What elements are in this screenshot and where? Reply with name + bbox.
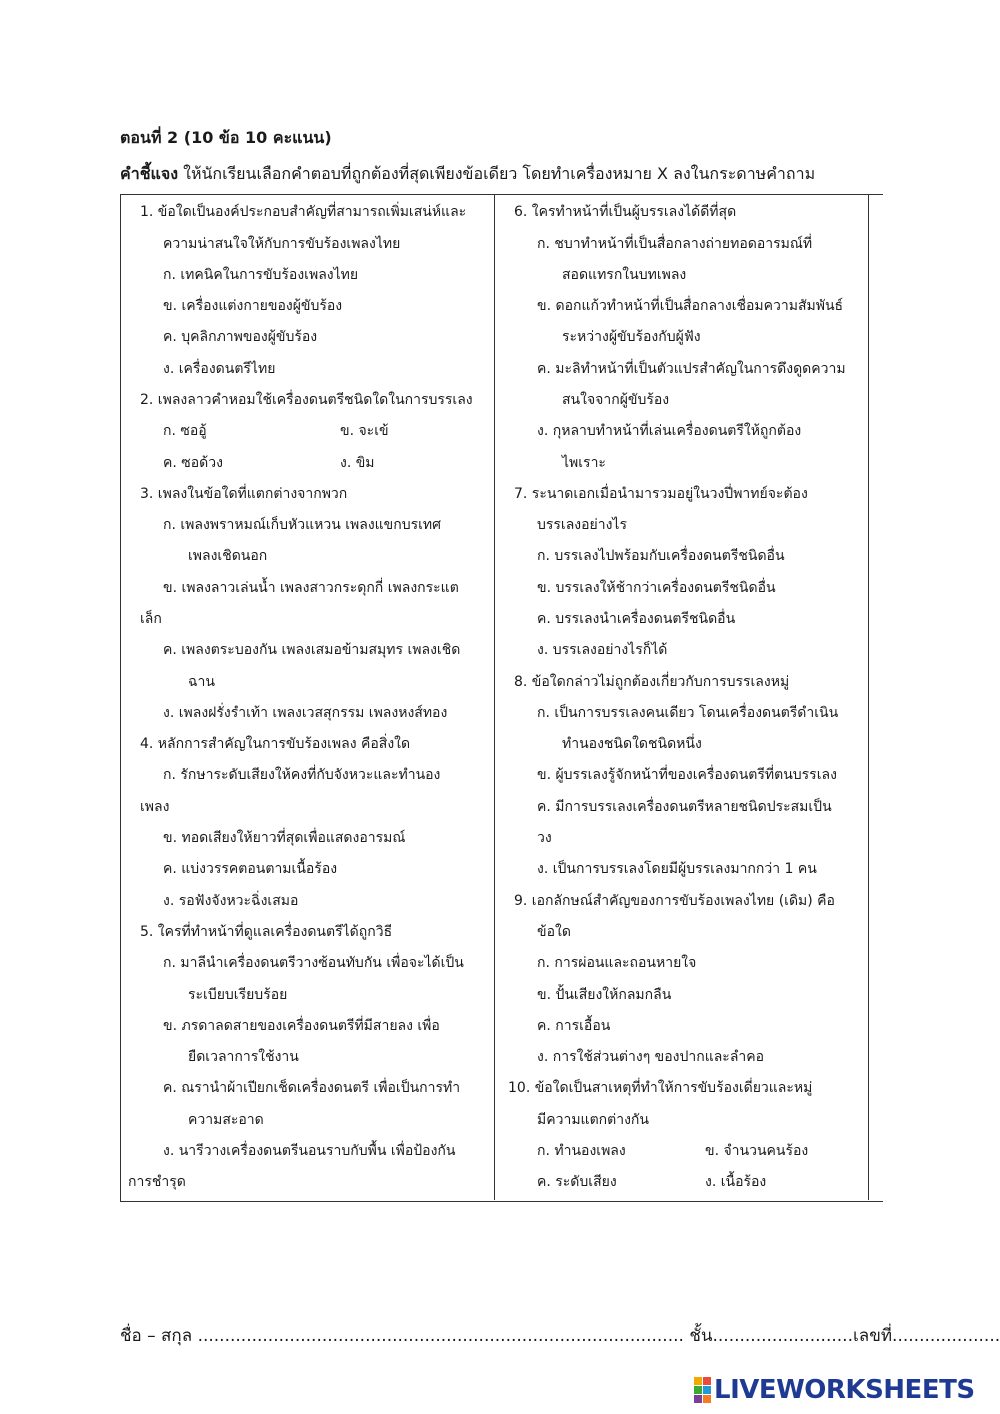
choice-option[interactable]: ก. การผ่อนและถอนหายใจ xyxy=(537,955,697,971)
choice-option[interactable]: ง. นารีวางเครื่องดนตรีนอนราบกับพื้น เพื่อป้องกัน xyxy=(163,1143,456,1159)
choice-option[interactable]: ง. กุหลาบทำหน้าที่เล่นเครื่องดนตรีให้ถูกต้อง xyxy=(537,423,802,439)
instruction-label: คำชี้แจง xyxy=(120,164,179,183)
choice-option[interactable]: ข. ปั้นเสียงให้กลมกลืน xyxy=(537,987,672,1003)
choice-option[interactable]: ข. จะเข้ xyxy=(340,423,389,439)
question-1: 1. ข้อใดเป็นองค์ประกอบสำคัญที่สามารถเพิ่มเสน่ห์และ xyxy=(140,204,467,220)
question-10: 10. ข้อใดเป็นสาเหตุที่ทำให้การขับร้องเดี่ยวและหมู่ xyxy=(508,1080,813,1096)
choice-option[interactable]: ค. ณรานำผ้าเปียกเช็ดเครื่องดนตรี เพื่อเป็นการทำ xyxy=(163,1080,461,1096)
liveworksheets-logo xyxy=(694,1374,975,1406)
name-field[interactable]: .......................................................................................... xyxy=(197,1326,684,1346)
choice-option[interactable]: ค. มะลิทำหน้าที่เป็นตัวแปรสำคัญในการดึงดูดความ xyxy=(537,361,846,377)
question-2: 2. เพลงลาวคำหอมใช้เครื่องดนตรีชนิดใดในการบรรเลง xyxy=(140,392,473,408)
question-7: 7. ระนาดเอกเมื่อนำมารวมอยู่ในวงปี่พาทย์จะต้อง xyxy=(514,486,808,502)
instruction-text: ให้นักเรียนเลือกคำตอบที่ถูกต้องที่สุดเพียงข้อเดียว โดยทำเครื่องหมาย X ลงในกระดาษคำถาม xyxy=(178,164,816,183)
choice-option[interactable]: ง. เนื้อร้อง xyxy=(705,1174,767,1190)
choice-option[interactable]: ง. เป็นการบรรเลงโดยมีผู้บรรเลงมากกว่า 1 คน xyxy=(537,861,817,877)
choice-option[interactable]: ข. ทอดเสียงให้ยาวที่สุดเพื่อแสดงอารมณ์ xyxy=(163,830,406,846)
choice-option[interactable]: ข. ผู้บรรเลงรู้จักหน้าที่ของเครื่องดนตรีที่ตนบรรเลง xyxy=(537,767,837,783)
choice-option[interactable]: ก. เป็นการบรรเลงคนเดียว โดนเครื่องดนตรีดำเนิน xyxy=(537,705,839,721)
choice-option[interactable]: ค. เพลงตระบองกัน เพลงเสมอข้ามสมุทร เพลงเชิด xyxy=(163,642,461,658)
question-9: 9. เอกลักษณ์สำคัญของการขับร้องเพลงไทย (เดิม) คือ xyxy=(514,893,835,909)
student-info-line xyxy=(120,1322,1000,1349)
question-5: 5. ใครที่ทำหน้าที่ดูแลเครื่องดนตรีได้ถูกวิธี xyxy=(140,924,393,940)
choice-option[interactable]: ง. ขิม xyxy=(340,455,375,471)
question-text-line: ข้อใด xyxy=(537,924,571,940)
class-label: ชั้น xyxy=(689,1326,713,1346)
choice-continuation: การชำรุด xyxy=(128,1174,186,1190)
choice-continuation: สอดแทรกในบทเพลง xyxy=(562,267,687,283)
column-divider xyxy=(494,194,495,1200)
choice-continuation: ความสะอาด xyxy=(188,1112,264,1128)
number-field[interactable]: .................... xyxy=(892,1326,1000,1346)
choice-option[interactable]: ง. เพลงฝรั่งรำเท้า เพลงเวสสุกรรม เพลงหงส์ทอง xyxy=(163,705,448,721)
question-6: 6. ใครทำหน้าที่เป็นผู้บรรเลงได้ดีที่สุด xyxy=(514,204,737,220)
choice-continuation: ยืดเวลาการใช้งาน xyxy=(188,1049,299,1065)
choice-continuation: ฉาน xyxy=(188,674,215,690)
choice-option[interactable]: ก. มาลีนำเครื่องดนตรีวางซ้อนทับกัน เพื่อจะได้เป็น xyxy=(163,955,464,971)
choice-option[interactable]: ข. ภรดาลดสายของเครื่องดนตรีที่มีสายลง เพื่อ xyxy=(163,1018,440,1034)
choice-option[interactable]: ข. จำนวนคนร้อง xyxy=(705,1143,809,1159)
right-border xyxy=(868,194,869,1200)
logo-text: LIVEWORKSHEETS xyxy=(714,1375,975,1405)
choice-option[interactable]: ก. บรรเลงไปพร้อมกับเครื่องดนตรีชนิดอื่น xyxy=(537,548,785,564)
number-label: เลขที่ xyxy=(852,1326,893,1346)
choice-option[interactable]: ก. รักษาระดับเสียงให้คงที่กับจังหวะและทำนอง xyxy=(163,767,441,783)
choice-continuation: เล็ก xyxy=(140,611,162,627)
choice-continuation: ระหว่างผู้ขับร้องกับผู้ฟัง xyxy=(562,329,701,345)
choice-option[interactable]: ค. ซอด้วง xyxy=(163,455,223,471)
question-8: 8. ข้อใดกล่าวไม่ถูกต้องเกี่ยวกับการบรรเลงหมู่ xyxy=(514,674,790,690)
choice-option[interactable]: ค. มีการบรรเลงเครื่องดนตรีหลายชนิดประสมเป็น xyxy=(537,799,832,815)
section-heading: ตอนที่ 2 (10 ข้อ 10 คะแนน) xyxy=(120,128,332,147)
question-text-line: มีความแตกต่างกัน xyxy=(537,1112,649,1128)
choice-continuation: ทำนองชนิดใดชนิดหนึ่ง xyxy=(562,736,702,752)
logo-blocks-icon xyxy=(694,1377,710,1403)
choice-option[interactable]: ก. ทำนองเพลง xyxy=(537,1143,626,1159)
name-label: ชื่อ – สกุล xyxy=(120,1326,193,1346)
choice-option[interactable]: ข. เครื่องแต่งกายของผู้ขับร้อง xyxy=(163,298,343,314)
choice-option[interactable]: ค. แบ่งวรรคตอนตามเนื้อร้อง xyxy=(163,861,338,877)
choice-option[interactable]: ง. การใช้ส่วนต่างๆ ของปากและลำคอ xyxy=(537,1049,765,1065)
choice-continuation: สนใจจากผู้ขับร้อง xyxy=(562,392,670,408)
choice-option[interactable]: ข. บรรเลงให้ช้ากว่าเครื่องดนตรีชนิดอื่น xyxy=(537,580,776,596)
instruction-line xyxy=(120,162,815,187)
choice-option[interactable]: ง. รอฟังจังหวะฉิ่งเสมอ xyxy=(163,893,299,909)
choice-option[interactable]: ข. ดอกแก้วทำหน้าที่เป็นสื่อกลางเชื่อมความสัมพันธ์ xyxy=(537,298,844,314)
choice-option[interactable]: ค. ระดับเสียง xyxy=(537,1174,617,1190)
choice-option[interactable]: ง. เครื่องดนตรีไทย xyxy=(163,361,276,377)
choice-option[interactable]: ก. ชบาทำหน้าที่เป็นสื่อกลางถ่ายทอดอารมณ์ที่ xyxy=(537,236,813,252)
choice-option[interactable]: ค. การเอื้อน xyxy=(537,1018,611,1034)
choice-option[interactable]: ค. บรรเลงนำเครื่องดนตรีชนิดอื่น xyxy=(537,611,736,627)
class-field[interactable]: .......................... xyxy=(712,1326,853,1346)
question-text-line: ความน่าสนใจให้กับการขับร้องเพลงไทย xyxy=(163,236,401,252)
choice-option[interactable]: ค. บุคลิกภาพของผู้ขับร้อง xyxy=(163,329,318,345)
choice-option[interactable]: ง. บรรเลงอย่างไรก็ได้ xyxy=(537,642,668,658)
choice-continuation: เพลงเชิดนอก xyxy=(188,548,268,564)
choice-option[interactable]: ก. เพลงพราหมณ์เก็บหัวแหวน เพลงแขกบรเทศ xyxy=(163,517,442,533)
choice-continuation: ไพเราะ xyxy=(562,455,606,471)
choice-option[interactable]: ข. เพลงลาวเล่นน้ำ เพลงสาวกระดุกกี่ เพลงกระแต xyxy=(163,580,459,596)
choice-continuation: เพลง xyxy=(140,799,170,815)
choice-option[interactable]: ก. ซออู้ xyxy=(163,423,207,439)
choice-option[interactable]: ก. เทคนิคในการขับร้องเพลงไทย xyxy=(163,267,359,283)
choice-continuation: ระเบียบเรียบร้อย xyxy=(188,987,288,1003)
question-text-line: บรรเลงอย่างไร xyxy=(537,517,627,533)
choice-continuation: วง xyxy=(537,830,552,846)
question-4: 4. หลักการสำคัญในการขับร้องเพลง คือสิ่งใด xyxy=(140,736,411,752)
question-3: 3. เพลงในข้อใดที่แตกต่างจากพวก xyxy=(140,486,348,502)
